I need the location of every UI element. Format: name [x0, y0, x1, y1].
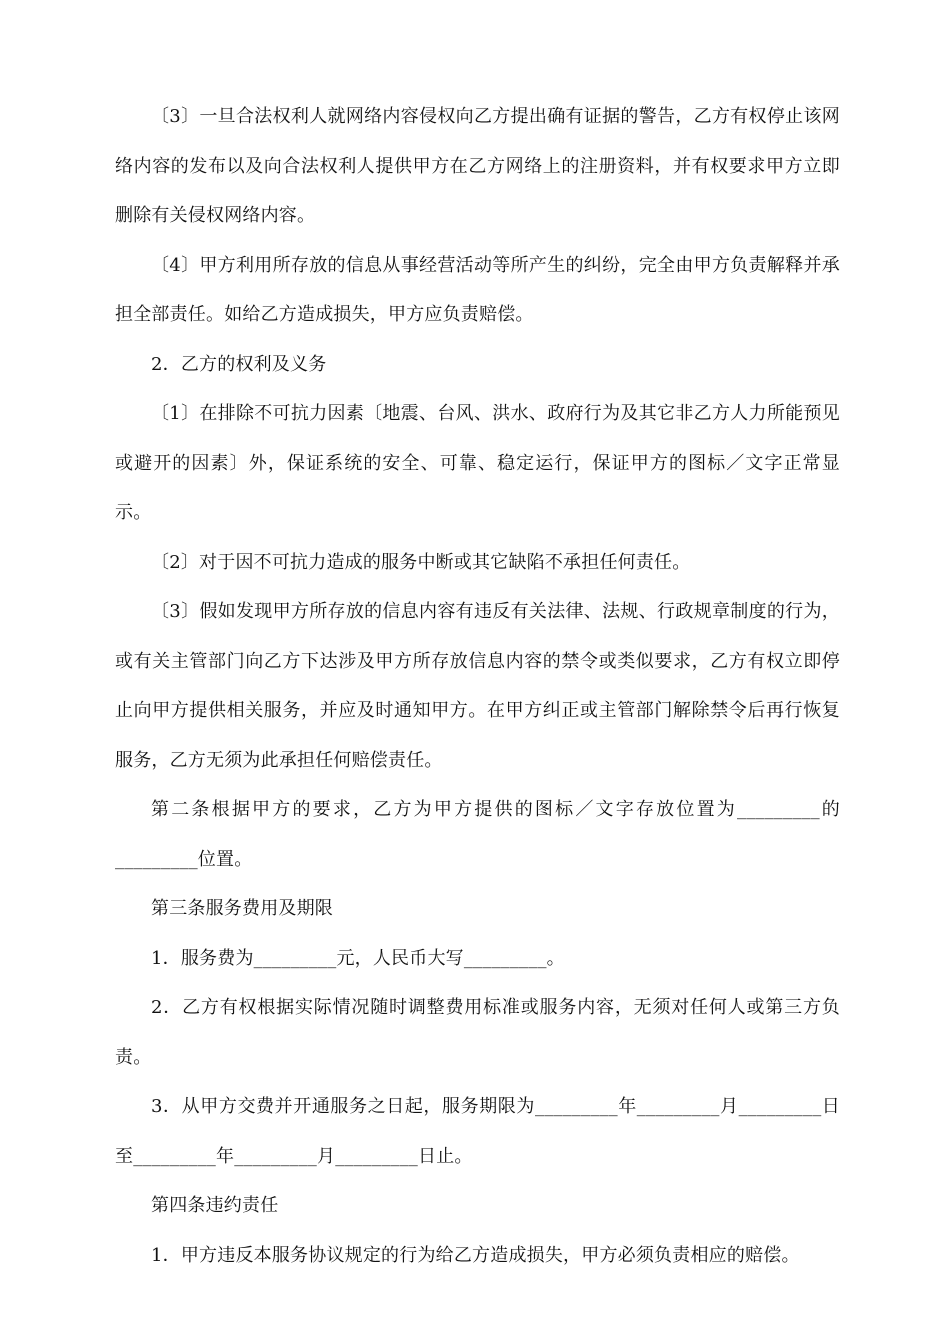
paragraph-b1-item3-warning: 〔3〕一旦合法权利人就网络内容侵权向乙方提出确有证据的警告，乙方有权停止该网络内容的发布以及向合法权利人提供甲方在乙方网络上的注册资料，并有权要求甲方立即删除有关侵权网络内容。: [115, 106, 840, 226]
heading-article-3-fees: 第三条服务费用及期限: [151, 898, 333, 919]
paragraph-fee-adjustment: 2．乙方有权根据实际情况随时调整费用标准或服务内容，无须对任何人或第三方负责。: [115, 997, 840, 1068]
heading-party-b-rights: 2．乙方的权利及义务: [151, 353, 327, 375]
paragraph-b2-item2-force-majeure: 〔2〕对于因不可抗力造成的服务中断或其它缺陷不承担任何责任。: [151, 551, 691, 573]
paragraph-fee-amount: 1．服务费为_________元，人民币大写_________。: [151, 947, 565, 969]
article-2-placement: 第二条根据甲方的要求，乙方为甲方提供的图标／文字存放位置为_________的_________位置。: [115, 799, 840, 870]
paragraph-service-term: 3．从甲方交费并开通服务之日起，服务期限为_________年_________月_________日至_________年_________月_________日止。: [115, 1096, 840, 1167]
heading-article-4-liability: 第四条违约责任: [151, 1195, 279, 1216]
paragraph-b1-item4-disputes: 〔4〕甲方利用所存放的信息从事经营活动等所产生的纠纷，完全由甲方负责解释并承担全部责任。如给乙方造成损失，甲方应负责赔偿。: [115, 254, 840, 325]
paragraph-b2-item1-system-safety: 〔1〕在排除不可抗力因素〔地震、台风、洪水、政府行为及其它非乙方人力所能预见或避开的因素〕外，保证系统的安全、可靠、稳定运行，保证甲方的图标／文字正常显示。: [115, 403, 840, 523]
paragraph-liability-compensation: 1．甲方违反本服务协议规定的行为给乙方造成损失，甲方必须负责相应的赔偿。: [151, 1244, 800, 1266]
paragraph-b2-item3-violation: 〔3〕假如发现甲方所存放的信息内容有违反有关法律、法规、行政规章制度的行为，或有关主管部门向乙方下达涉及甲方所存放信息内容的禁令或类似要求，乙方有权立即停止向甲方提供相关服务，并应及时通知甲方。在甲方纠正或主管部门解除禁令后再行恢复服务，乙方无须为此承担任何赔偿责任。: [115, 601, 840, 771]
document-body: [115, 92, 840, 1280]
